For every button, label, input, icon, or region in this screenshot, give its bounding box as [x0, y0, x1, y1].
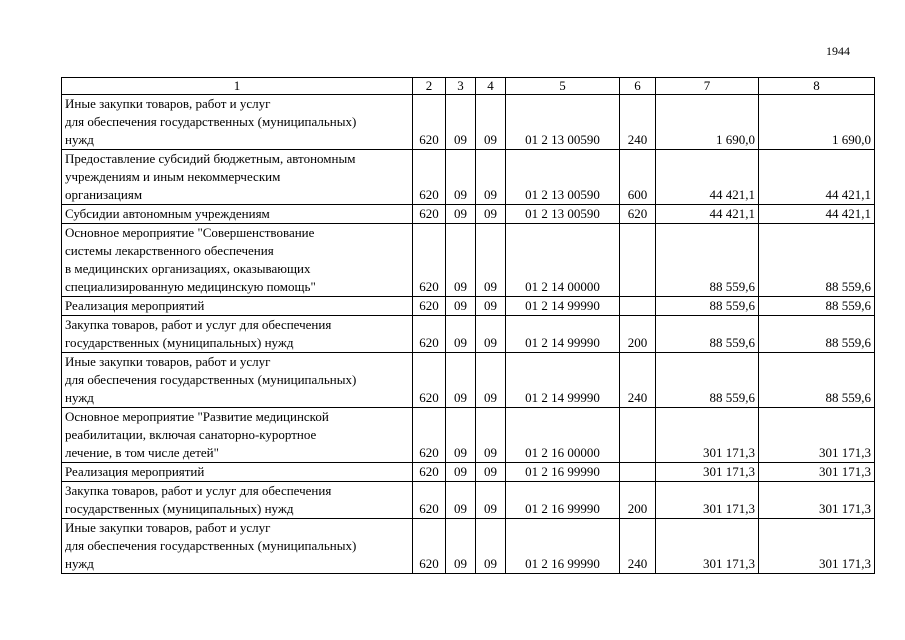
- row-name-cell: [62, 353, 413, 408]
- row-name-line: в медицинских организациях, оказывающих: [65, 261, 311, 276]
- column-header-2: 2: [413, 78, 446, 95]
- row-name-line: Закупка товаров, работ и услуг для обеспечения: [65, 317, 332, 332]
- target-article-cell: 01 2 16 99990: [506, 463, 620, 482]
- code-4-cell: 09: [476, 353, 506, 408]
- row-name-cell: [62, 297, 413, 316]
- code-4-cell: 09: [476, 463, 506, 482]
- amount-8-cell: 1 690,0: [759, 95, 875, 150]
- row-name-line: нужд: [65, 132, 94, 147]
- row-name-cell: [62, 150, 413, 205]
- amount-8-cell: 301 171,3: [759, 463, 875, 482]
- code-2-cell: 620: [413, 482, 446, 519]
- row-name-cell: [62, 316, 413, 353]
- amount-7-cell: 44 421,1: [656, 205, 759, 224]
- row-name-cell: [62, 408, 413, 463]
- code-2-cell: 620: [413, 463, 446, 482]
- row-name-line: реабилитации, включая санаторно-курортное: [65, 427, 317, 442]
- code-3-cell: 09: [446, 519, 476, 574]
- code-4-cell: 09: [476, 316, 506, 353]
- expense-type-cell: 240: [620, 519, 656, 574]
- target-article-cell: 01 2 13 00590: [506, 95, 620, 150]
- expense-type-cell: [620, 224, 656, 297]
- amount-7-cell: 301 171,3: [656, 408, 759, 463]
- table-row: [62, 205, 875, 224]
- row-name-line: системы лекарственного обеспечения: [65, 243, 274, 258]
- row-name-line: государственных (муниципальных) нужд: [65, 501, 294, 516]
- amount-8-cell: 88 559,6: [759, 224, 875, 297]
- row-name-line: учреждениям и иным некоммерческим: [65, 169, 281, 184]
- code-2-cell: 620: [413, 205, 446, 224]
- code-4-cell: 09: [476, 408, 506, 463]
- code-2-cell: 620: [413, 353, 446, 408]
- code-4-cell: 09: [476, 150, 506, 205]
- code-3-cell: 09: [446, 95, 476, 150]
- column-header-7: 7: [656, 78, 759, 95]
- target-article-cell: 01 2 14 99990: [506, 316, 620, 353]
- code-4-cell: 09: [476, 224, 506, 297]
- row-name-line: специализированную медицинскую помощь": [65, 279, 316, 294]
- code-3-cell: 09: [446, 150, 476, 205]
- table-row: [62, 463, 875, 482]
- code-4-cell: 09: [476, 205, 506, 224]
- expense-type-cell: 620: [620, 205, 656, 224]
- target-article-cell: 01 2 14 00000: [506, 224, 620, 297]
- target-article-cell: 01 2 16 99990: [506, 519, 620, 574]
- code-2-cell: 620: [413, 224, 446, 297]
- amount-8-cell: 88 559,6: [759, 353, 875, 408]
- code-3-cell: 09: [446, 205, 476, 224]
- table-row: [62, 150, 875, 205]
- table-body: [62, 78, 875, 574]
- expense-type-cell: 240: [620, 353, 656, 408]
- amount-8-cell: 44 421,1: [759, 205, 875, 224]
- amount-7-cell: 301 171,3: [656, 519, 759, 574]
- expense-type-cell: [620, 297, 656, 316]
- table-row: [62, 224, 875, 297]
- row-name-line: Иные закупки товаров, работ и услуг: [65, 354, 271, 369]
- row-name-line: Основное мероприятие "Развитие медицинской: [65, 409, 329, 424]
- expense-type-cell: 600: [620, 150, 656, 205]
- code-3-cell: 09: [446, 482, 476, 519]
- row-name-cell: [62, 205, 413, 224]
- target-article-cell: 01 2 14 99990: [506, 353, 620, 408]
- code-4-cell: 09: [476, 519, 506, 574]
- target-article-cell: 01 2 16 99990: [506, 482, 620, 519]
- expense-type-cell: 240: [620, 95, 656, 150]
- row-name-line: государственных (муниципальных) нужд: [65, 335, 294, 350]
- code-2-cell: 620: [413, 316, 446, 353]
- expense-type-cell: 200: [620, 316, 656, 353]
- budget-table: [61, 77, 875, 574]
- table-row: [62, 353, 875, 408]
- amount-8-cell: 88 559,6: [759, 316, 875, 353]
- row-name-cell: [62, 482, 413, 519]
- amount-7-cell: 301 171,3: [656, 463, 759, 482]
- code-2-cell: 620: [413, 95, 446, 150]
- target-article-cell: 01 2 14 99990: [506, 297, 620, 316]
- table-row: [62, 297, 875, 316]
- table-row: [62, 95, 875, 150]
- page-number: 1944: [826, 44, 850, 58]
- row-name-line: для обеспечения государственных (муниципальных): [65, 538, 357, 553]
- column-header-6: 6: [620, 78, 656, 95]
- row-name-line: Основное мероприятие "Совершенствование: [65, 225, 315, 240]
- row-name-line: Реализация мероприятий: [65, 298, 205, 313]
- target-article-cell: 01 2 13 00590: [506, 205, 620, 224]
- row-name-cell: [62, 95, 413, 150]
- code-3-cell: 09: [446, 224, 476, 297]
- row-name-line: Субсидии автономным учреждениям: [65, 206, 270, 221]
- row-name-line: для обеспечения государственных (муниципальных): [65, 372, 357, 387]
- row-name-line: Иные закупки товаров, работ и услуг: [65, 520, 271, 535]
- column-header-1: 1: [62, 78, 413, 95]
- amount-8-cell: 301 171,3: [759, 482, 875, 519]
- amount-7-cell: 88 559,6: [656, 316, 759, 353]
- expense-type-cell: [620, 408, 656, 463]
- target-article-cell: 01 2 16 00000: [506, 408, 620, 463]
- code-4-cell: 09: [476, 482, 506, 519]
- column-header-3: 3: [446, 78, 476, 95]
- row-name-line: Реализация мероприятий: [65, 464, 205, 479]
- code-3-cell: 09: [446, 297, 476, 316]
- code-4-cell: 09: [476, 297, 506, 316]
- row-name-cell: [62, 463, 413, 482]
- code-3-cell: 09: [446, 353, 476, 408]
- row-name-cell: [62, 224, 413, 297]
- code-3-cell: 09: [446, 408, 476, 463]
- row-name-line: Иные закупки товаров, работ и услуг: [65, 96, 271, 111]
- table-row: [62, 482, 875, 519]
- amount-7-cell: 88 559,6: [656, 353, 759, 408]
- row-name-line: нужд: [65, 556, 94, 571]
- row-name-line: лечение, в том числе детей": [65, 445, 219, 460]
- table-row: [62, 519, 875, 574]
- column-header-8: 8: [759, 78, 875, 95]
- row-name-line: для обеспечения государственных (муниципальных): [65, 114, 357, 129]
- row-name-line: Закупка товаров, работ и услуг для обеспечения: [65, 483, 332, 498]
- amount-7-cell: 44 421,1: [656, 150, 759, 205]
- table-row: [62, 316, 875, 353]
- amount-7-cell: 1 690,0: [656, 95, 759, 150]
- column-header-5: 5: [506, 78, 620, 95]
- code-3-cell: 09: [446, 463, 476, 482]
- amount-8-cell: 301 171,3: [759, 408, 875, 463]
- code-4-cell: 09: [476, 95, 506, 150]
- code-2-cell: 620: [413, 297, 446, 316]
- amount-7-cell: 88 559,6: [656, 224, 759, 297]
- expense-type-cell: [620, 463, 656, 482]
- amount-8-cell: 44 421,1: [759, 150, 875, 205]
- code-3-cell: 09: [446, 316, 476, 353]
- target-article-cell: 01 2 13 00590: [506, 150, 620, 205]
- code-2-cell: 620: [413, 519, 446, 574]
- amount-7-cell: 88 559,6: [656, 297, 759, 316]
- table-row: [62, 408, 875, 463]
- amount-7-cell: 301 171,3: [656, 482, 759, 519]
- row-name-cell: [62, 519, 413, 574]
- amount-8-cell: 301 171,3: [759, 519, 875, 574]
- expense-type-cell: 200: [620, 482, 656, 519]
- code-2-cell: 620: [413, 408, 446, 463]
- row-name-line: Предоставление субсидий бюджетным, автономным: [65, 151, 356, 166]
- table-header-row: [62, 78, 875, 95]
- code-2-cell: 620: [413, 150, 446, 205]
- row-name-line: нужд: [65, 390, 94, 405]
- row-name-line: организациям: [65, 187, 143, 202]
- amount-8-cell: 88 559,6: [759, 297, 875, 316]
- column-header-4: 4: [476, 78, 506, 95]
